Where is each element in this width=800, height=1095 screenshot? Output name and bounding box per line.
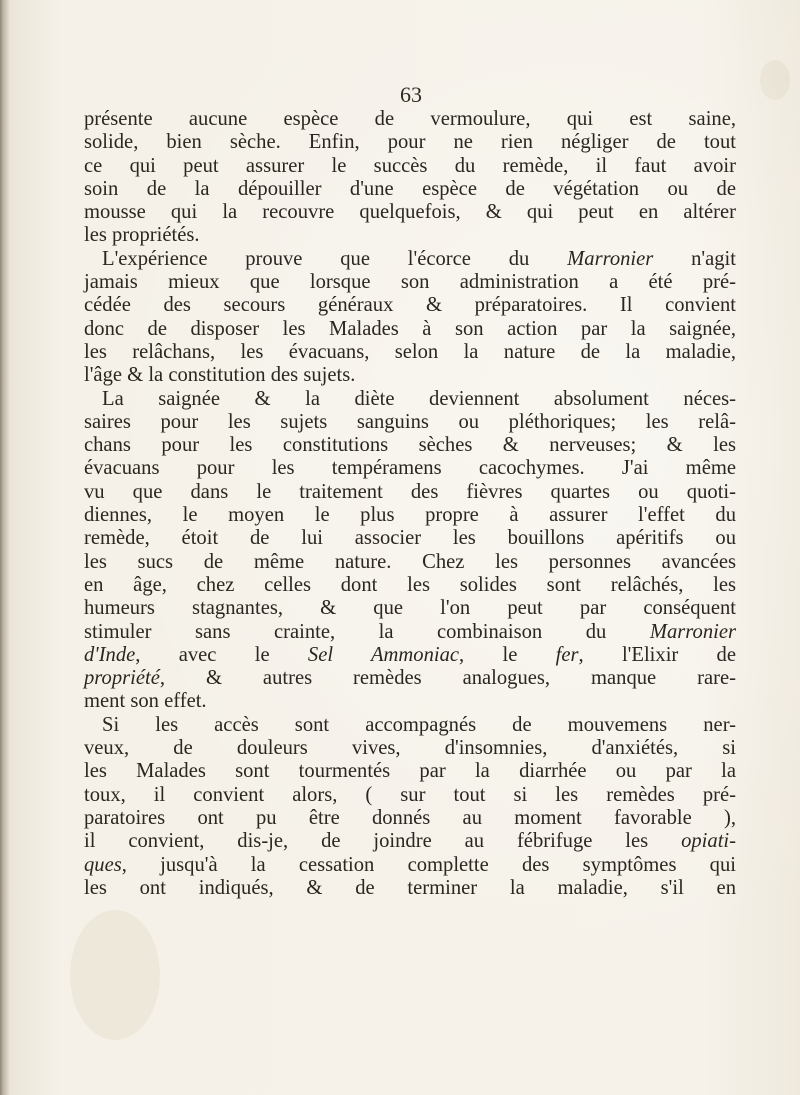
text-line: paratoires ont pu être donnés au moment favorable ), <box>84 806 736 829</box>
text-line: les propriétés. <box>84 224 200 247</box>
text-line: humeurs stagnantes, & que l'on peut par conséquent <box>84 597 736 620</box>
text-line: les Malades sont tourmentés par la diarrhée ou par la <box>84 760 736 783</box>
text-line: il convient, dis-je, de joindre au fébrifuge les opiati- <box>84 830 736 853</box>
text-line: toux, il convient alors, ( sur tout si les remèdes pré- <box>84 783 736 806</box>
text-line: donc de disposer les Malades à son action par la saignée, <box>84 317 736 340</box>
text-line: stimuler sans crainte, la combinaison du Marronier <box>84 620 736 643</box>
text-line: remède, étoit de lui associer les bouillons apéritifs ou <box>84 527 736 550</box>
text-line: les sucs de même nature. Chez les personnes avancées <box>84 550 736 573</box>
text-line: jamais mieux que lorsque son administration a été pré- <box>84 271 736 294</box>
text-line: veux, de douleurs vives, d'insomnies, d'anxiétés, si <box>84 737 736 760</box>
page-number: 63 <box>400 82 422 107</box>
text-line: diennes, le moyen le plus propre à assurer l'effet du <box>84 504 736 527</box>
text-line: cédée des secours généraux & préparatoires. Il convient <box>84 294 736 317</box>
text-line: mousse qui la recouvre quelquefois, & qui peut en altérer <box>84 201 736 224</box>
text-line: les relâchans, les évacuans, selon la nature de la maladie, <box>84 340 736 363</box>
paper-stain <box>70 910 160 1040</box>
text-line: solide, bien sèche. Enfin, pour ne rien négliger de tout <box>84 131 736 154</box>
text-line: vu que dans le traitement des fièvres quartes ou quoti- <box>84 480 736 503</box>
text-line: La saignée & la diète deviennent absolument néces- <box>102 387 736 410</box>
text-line: en âge, chez celles dont les solides sont relâchés, les <box>84 573 736 596</box>
page-binding-edge <box>0 0 10 1095</box>
text-line: ce qui peut assurer le succès du remède, il faut avoir <box>84 154 736 177</box>
text-line: ques, jusqu'à la cessation complette des symptômes qui <box>84 853 736 876</box>
text-line: ment son effet. <box>84 690 207 713</box>
paper-stain <box>760 60 790 100</box>
text-line: chans pour les constitutions sèches & nerveuses; & les <box>84 434 736 457</box>
text-line: L'expérience prouve que l'écorce du Marronier n'agit <box>102 247 736 270</box>
text-line: d'Inde, avec le Sel Ammoniac, le fer, l'Elixir de <box>84 643 736 666</box>
text-line: présente aucune espèce de vermoulure, qui est saine, <box>84 108 736 130</box>
text-line: propriété, & autres remèdes analogues, manque rare- <box>84 667 736 690</box>
text-line: les ont indiqués, & de terminer la maladie, s'il en <box>84 876 736 899</box>
text-line: Si les accès sont accompagnés de mouvemens ner- <box>102 713 736 736</box>
text-line: évacuans pour les tempéramens cacochymes. J'ai même <box>84 457 736 480</box>
text-line: soin de la dépouiller d'une espèce de végétation ou de <box>84 177 736 200</box>
text-line: saires pour les sujets sanguins ou pléthoriques; les relâ- <box>84 410 736 433</box>
body-text <box>84 108 736 900</box>
text-line: l'âge & la constitution des sujets. <box>84 364 356 387</box>
